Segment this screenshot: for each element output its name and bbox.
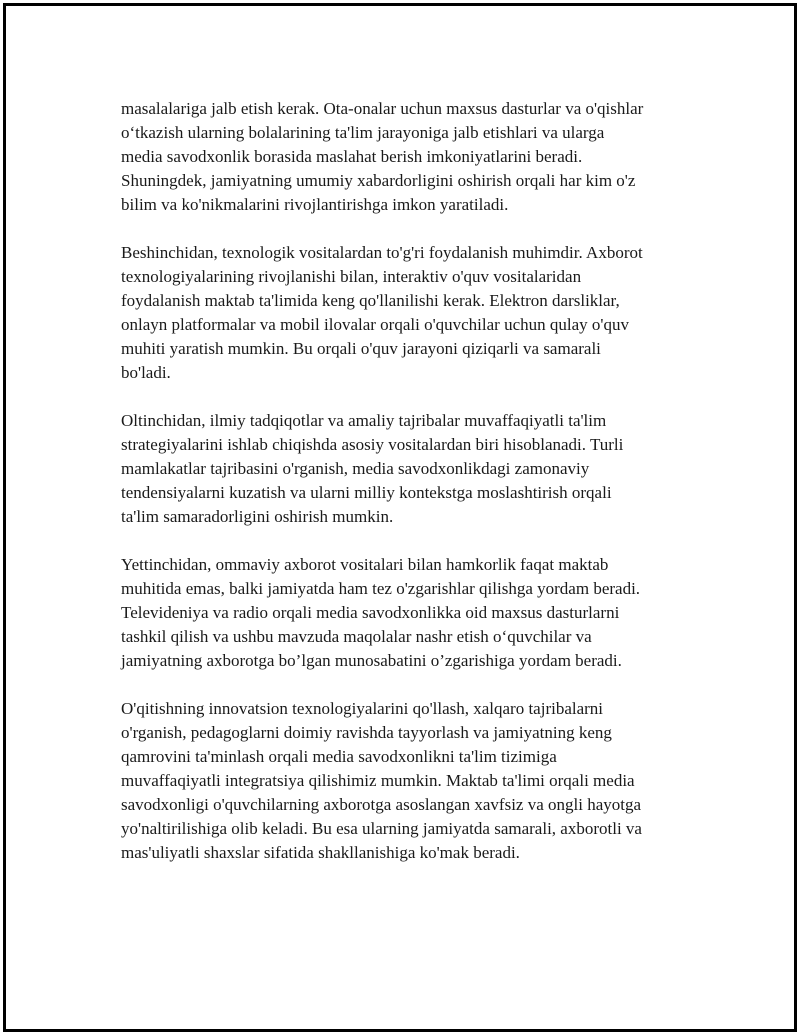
text-line: ta'lim samaradorligini oshirish mumkin.: [121, 507, 394, 526]
text-line: yo'naltirilishiga olib keladi. Bu esa ularning jamiyatda samarali, axborotli va: [121, 819, 642, 838]
text-line: Oltinchidan, ilmiy tadqiqotlar va amaliy tajribalar muvaffaqiyatli ta'lim: [121, 411, 607, 430]
text-line: savodxonligi o'quvchilarning axborotga asoslangan xavfsiz va ongli hayotga: [121, 795, 642, 814]
text-line: Beshinchidan, texnologik vositalardan to'g'ri foydalanish muhimdir. Axborot: [121, 243, 643, 262]
text-line: muvaffaqiyatli integratsiya qilishimiz mumkin. Maktab ta'limi orqali media: [121, 771, 635, 790]
text-line: masalalariga jalb etish kerak. Ota-onalar uchun maxsus dasturlar va o'qishlar: [121, 99, 644, 118]
text-line: strategiyalarini ishlab chiqishda asosiy vositalardan biri hisoblanadi. Turli: [121, 435, 624, 454]
text-line: Televideniya va radio orqali media savodxonlikka oid maxsus dasturlarni: [121, 603, 620, 622]
text-line: texnologiyalarining rivojlanishi bilan, interaktiv o'quv vositalaridan: [121, 267, 582, 286]
text-line: Shuningdek, jamiyatning umumiy xabardorligini oshirish orqali har kim o'z: [121, 171, 636, 190]
text-line: muhitida emas, balki jamiyatda ham tez o'zgarishlar qilishga yordam beradi.: [121, 579, 641, 598]
paragraph-2: [121, 241, 701, 385]
text-line: tendensiyalarni kuzatish va ularni milliy kontekstga moslashtirish orqali: [121, 483, 612, 502]
paragraph-5: [121, 697, 701, 865]
paragraph-3: [121, 409, 701, 529]
text-line: bo'ladi.: [121, 363, 171, 382]
paragraph-1: [121, 97, 701, 217]
document-body: [121, 97, 701, 889]
text-line: O'qitishning innovatsion texnologiyalarini qo'llash, xalqaro tajribalarni: [121, 699, 604, 718]
text-line: o‘tkazish ularning bolalarining ta'lim jarayoniga jalb etishlari va ularga: [121, 123, 605, 142]
text-line: mamlakatlar tajribasini o'rganish, media savodxonlikdagi zamonaviy: [121, 459, 590, 478]
text-line: o'rganish, pedagoglarni doimiy ravishda tayyorlash va jamiyatning keng: [121, 723, 612, 742]
text-line: Yettinchidan, ommaviy axborot vositalari bilan hamkorlik faqat maktab: [121, 555, 609, 574]
text-line: foydalanish maktab ta'limida keng qo'llanilishi kerak. Elektron darsliklar,: [121, 291, 620, 310]
text-line: onlayn platformalar va mobil ilovalar orqali o'quvchilar uchun qulay o'quv: [121, 315, 629, 334]
text-line: jamiyatning axborotga bo’lgan munosabatini o’zgarishiga yordam beradi.: [121, 651, 622, 670]
paragraph-4: [121, 553, 701, 673]
document-page: [3, 3, 797, 1032]
text-line: tashkil qilish va ushbu mavzuda maqolalar nashr etish o‘quvchilar va: [121, 627, 592, 646]
text-line: mas'uliyatli shaxslar sifatida shakllanishiga ko'mak beradi.: [121, 843, 520, 862]
text-line: bilim va ko'nikmalarini rivojlantirishga imkon yaratiladi.: [121, 195, 509, 214]
text-line: muhiti yaratish mumkin. Bu orqali o'quv jarayoni qiziqarli va samarali: [121, 339, 601, 358]
text-line: qamrovini ta'minlash orqali media savodxonlikni ta'lim tizimiga: [121, 747, 557, 766]
text-line: media savodxonlik borasida maslahat berish imkoniyatlarini beradi.: [121, 147, 583, 166]
